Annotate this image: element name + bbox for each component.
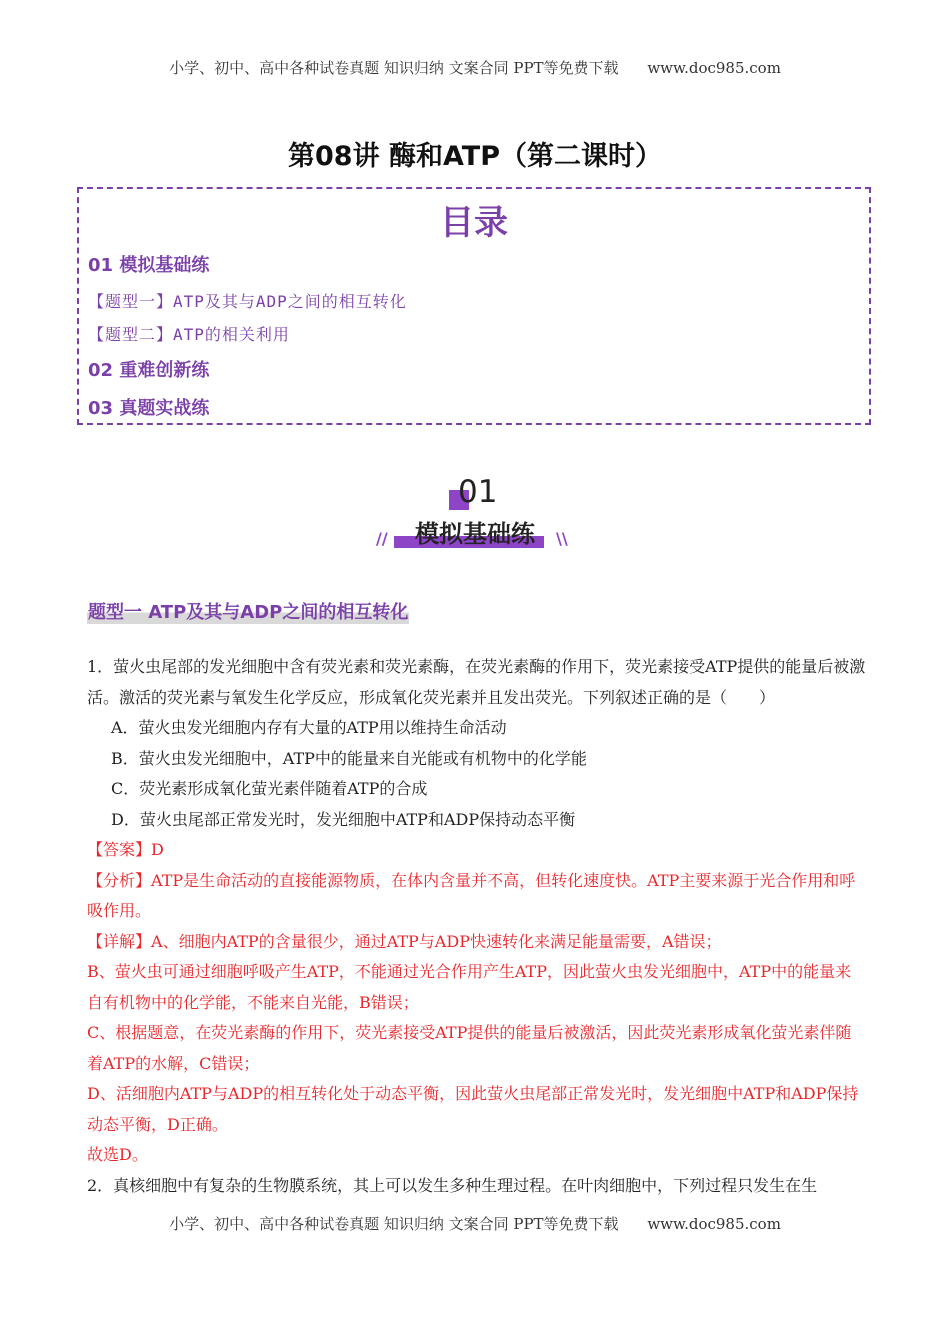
table-of-contents [77,187,871,425]
footer-text: 小学、初中、高中各种试卷真题 知识归纳 文案合同 PPT等免费下载 [169,1215,619,1233]
toc-item-section-02[interactable]: 02 重难创新练 [88,360,210,381]
footer-site-link[interactable]: www.doc985.com [647,1215,781,1233]
page-title: 第08讲 酶和ATP（第二课时） [288,141,662,172]
section-badge [370,474,580,554]
question-1-option-d: D．萤火虫尾部正常发光时，发光细胞中ATP和ADP保持动态平衡 [111,809,576,829]
question-1-option-a: A．萤火虫发光细胞内存有大量的ATP用以维持生命活动 [111,718,507,737]
choose-line: 故选D。 [87,1145,148,1164]
question-type-heading: 题型一 ATP及其与ADP之间的相互转化 [87,598,409,624]
left-slash-decoration: // [376,529,388,548]
detail-d: D、活细胞内ATP与ADP的相互转化处于动态平衡，因此萤火虫尾部正常发光时，发光细胞中ATP和ADP保持动态平衡，D正确。 [87,1084,859,1134]
question-1-option-b: B．萤火虫发光细胞中，ATP中的能量来自光能或有机物中的化学能 [111,748,587,768]
badge-number: 01 [458,474,498,510]
toc-item-type-2[interactable]: 【题型二】ATP的相关利用 [88,325,290,344]
question-content [87,652,867,1201]
toc-item-type-1[interactable]: 【题型一】ATP及其与ADP之间的相互转化 [88,292,407,311]
header-site-link[interactable]: www.doc985.com [647,59,781,77]
question-2-stem: 2．真核细胞中有复杂的生物膜系统，其上可以发生多种生理过程。在叶肉细胞中，下列过程只发生在生 [87,1175,818,1195]
question-1-option-c: C．荧光素形成氧化萤光素伴随着ATP的合成 [111,779,428,798]
analysis-paragraph [87,866,867,927]
page-header [0,57,950,78]
detail-a-text: A、细胞内ATP的含量很少，通过ATP与ADP快速转化来满足能量需要，A错误； [151,931,722,951]
analysis-text: ATP是生命活动的直接能源物质，在体内含量并不高，但转化速度快。ATP主要来源于光合作用和呼吸作用。 [87,870,856,920]
detail-a [87,927,867,958]
right-slash-decoration: \\ [556,529,568,548]
badge-label: 模拟基础练 [415,520,535,548]
analysis-tag: 【分析】 [87,870,152,890]
detail-c: C、根据题意，在荧光素酶的作用下，荧光素接受ATP提供的能量后被激活，因此荧光素形成氧化萤光素伴随着ATP的水解，C错误； [87,1023,852,1073]
toc-item-section-03[interactable]: 03 真题实战练 [88,398,210,419]
page-footer [0,1213,950,1234]
detail-b: B、萤火虫可通过细胞呼吸产生ATP，不能通过光合作用产生ATP，因此萤火虫发光细胞中，ATP中的能量来自有机物中的化学能，不能来自光能，B错误； [87,962,852,1012]
header-text: 小学、初中、高中各种试卷真题 知识归纳 文案合同 PPT等免费下载 [169,59,619,77]
answer-line [87,835,867,866]
question-1-stem: 1．萤火虫尾部的发光细胞中含有荧光素和荧光素酶，在荧光素酶的作用下，荧光素接受ATP提供的能量后被激活。激活的荧光素与氧发生化学反应，形成氧化荧光素并且发出荧光。下列叙述正确的是（ ） [87,657,866,707]
detail-tag: 【详解】 [87,931,152,951]
answer-value: D [151,840,164,859]
answer-tag: 【答案】 [87,840,152,859]
toc-heading: 目录 [440,203,508,243]
toc-item-section-01[interactable]: 01 模拟基础练 [88,255,210,276]
